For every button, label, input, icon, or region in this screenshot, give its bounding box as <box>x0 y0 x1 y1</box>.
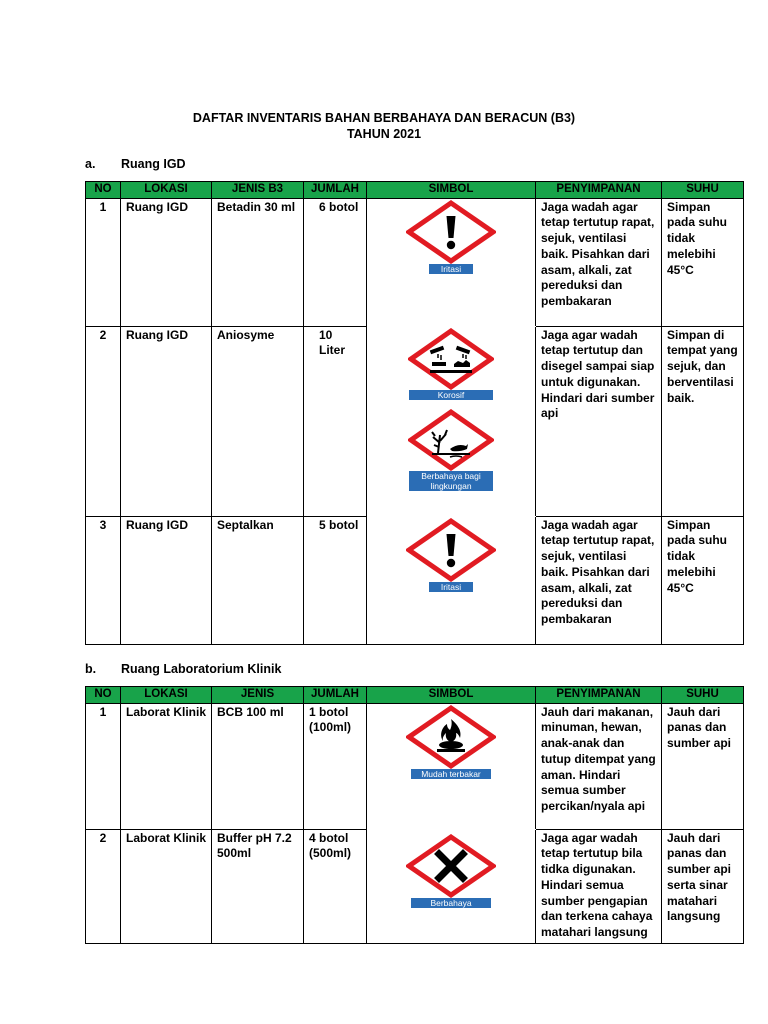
cell-simbol <box>367 198 536 326</box>
cell-jumlah: 1 botol (100ml) <box>304 703 367 829</box>
harmful-x-icon <box>406 834 496 898</box>
exclamation-icon <box>406 518 496 582</box>
cell-no: 2 <box>86 326 121 516</box>
header-no: NO <box>86 687 121 704</box>
cell-simbol <box>367 829 536 943</box>
cell-jumlah <box>304 198 367 326</box>
header-penyimpanan: PENYIMPANAN <box>536 687 662 704</box>
table-row <box>86 703 744 829</box>
document-year: TAHUN 2021 <box>346 127 422 141</box>
flame-icon <box>406 705 496 769</box>
cell-penyimpanan: Jaga wadah agar tetap tertutup rapat, sejuk, ventilasi baik. Pisahkan dari asam, alkali, zat pereduksi dan pembakaran <box>536 516 662 644</box>
cell-jenis-text: Betadin 30 ml <box>217 199 296 214</box>
header-simbol: SIMBOL <box>367 182 536 199</box>
symbol-caption: Korosif <box>409 390 493 400</box>
section-label: b. <box>85 662 97 676</box>
header-suhu: SUHU <box>662 182 744 199</box>
header-jenis: JENIS B3 <box>212 182 304 199</box>
cell-jenis: Buffer pH 7.2 500ml <box>212 829 304 943</box>
table-ruang-igd <box>85 181 744 645</box>
cell-simbol <box>367 703 536 829</box>
cell-jenis: BCB 100 ml <box>212 703 304 829</box>
environment-hazard-icon <box>408 409 494 471</box>
cell-no: 1 <box>86 703 121 829</box>
cell-penyimpanan: Jaga wadah agar tetap tertutup rapat, sejuk, ventilasi baik. Pisahkan dari asam, alkali, zat pereduksi dan pembakaran <box>536 198 662 326</box>
table-row <box>86 829 744 943</box>
symbol-caption: Berbahaya bagi lingkungan <box>409 471 493 491</box>
cell-suhu: Simpan di tempat yang sejuk, dan berventilasi baik. <box>662 326 744 516</box>
cell-jumlah-text: 5 botol <box>319 517 359 532</box>
table-row <box>86 516 744 644</box>
cell-penyimpanan: Jaga agar wadah tetap tertutup dan disegel sampai siap untuk digunakan. Hindari dari sumber api <box>536 326 662 516</box>
cell-simbol <box>367 326 536 516</box>
section-name: Ruang IGD <box>121 157 186 171</box>
header-lokasi: LOKASI <box>121 687 212 704</box>
cell-jenis: Aniosyme <box>212 326 304 516</box>
cell-jumlah <box>304 326 367 516</box>
cell-suhu: Simpan pada suhu tidak melebihi 45°C <box>662 516 744 644</box>
cell-jumlah: 4 botol (500ml) <box>304 829 367 943</box>
cell-jumlah-text: 6 botol <box>319 199 359 214</box>
table-header-row <box>86 687 744 704</box>
section-name: Ruang Laboratorium Klinik <box>121 662 282 676</box>
cell-jumlah-text: 10 Liter <box>319 327 346 358</box>
cell-suhu: Jauh dari panas dan sumber api <box>662 703 744 829</box>
header-jumlah: JUMLAH <box>304 687 367 704</box>
cell-lokasi: Laborat Klinik <box>121 703 212 829</box>
cell-jenis <box>212 198 304 326</box>
cell-jumlah <box>304 516 367 644</box>
cell-no: 3 <box>86 516 121 644</box>
cell-lokasi: Ruang IGD <box>121 198 212 326</box>
symbol-caption: Berbahaya <box>411 898 491 908</box>
cell-suhu: Simpan pada suhu tidak melebihi 45°C <box>662 198 744 326</box>
header-simbol: SIMBOL <box>367 687 536 704</box>
section-b-heading <box>85 662 281 676</box>
symbol-caption: Iritasi <box>429 582 473 592</box>
exclamation-icon <box>406 200 496 264</box>
cell-penyimpanan: Jauh dari makanan, minuman, hewan, anak-anak dan tutup ditempat yang aman. Hindari semua sumber percikan/nyala api <box>536 703 662 829</box>
section-label: a. <box>85 157 96 171</box>
table-header-row <box>86 182 744 199</box>
document-title: DAFTAR INVENTARIS BAHAN BERBAHAYA DAN BERACUN (B3) <box>192 111 576 125</box>
cell-simbol <box>367 516 536 644</box>
header-no: NO <box>86 182 121 199</box>
table-row <box>86 326 744 516</box>
cell-suhu: Jauh dari panas dan sumber api serta sinar matahari langsung <box>662 829 744 943</box>
table-row <box>86 198 744 326</box>
header-jenis: JENIS <box>212 687 304 704</box>
header-jumlah: JUMLAH <box>304 182 367 199</box>
cell-jenis: Septalkan <box>212 516 304 644</box>
corrosive-icon <box>408 328 494 390</box>
header-penyimpanan: PENYIMPANAN <box>536 182 662 199</box>
cell-no: 2 <box>86 829 121 943</box>
cell-no: 1 <box>86 198 121 326</box>
symbol-caption: Mudah terbakar <box>411 769 491 779</box>
cell-lokasi: Ruang IGD <box>121 326 212 516</box>
header-suhu: SUHU <box>662 687 744 704</box>
table-laboratorium-klinik <box>85 686 744 944</box>
header-lokasi: LOKASI <box>121 182 212 199</box>
symbol-caption: Iritasi <box>429 264 473 274</box>
cell-lokasi: Ruang IGD <box>121 516 212 644</box>
cell-lokasi: Laborat Klinik <box>121 829 212 943</box>
section-a-heading <box>85 157 186 171</box>
cell-penyimpanan: Jaga agar wadah tetap tertutup bila tidka digunakan. Hindari semua sumber pengapian dan terkena cahaya matahari langsung <box>536 829 662 943</box>
